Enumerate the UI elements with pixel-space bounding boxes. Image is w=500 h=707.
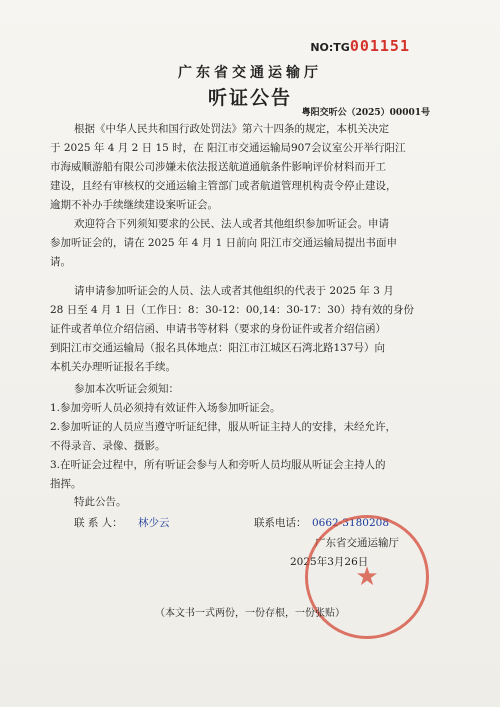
notice-item: 2.参加听证的人员应当遵守听证纪律，服从听证主持人的安排，未经允许，	[50, 421, 397, 433]
p3-line: 到阳江市交通运输局（报名具体地点：阳江市江城区石湾北路137号）向	[50, 342, 386, 354]
serial-number	[310, 37, 410, 55]
p1-line: 于 2025 年 4 月 2 日 15 时，在 阳江市交通运输局907会议室公开举行阳江	[50, 142, 406, 154]
phone-label: 联系电话：	[254, 517, 307, 529]
notice-heading: 参加本次听证会须知：	[74, 383, 179, 395]
contact-name: 林少云	[138, 517, 170, 529]
notice-item: 3.在听证会过程中，所有听证会参与人和旁听人员均服从听证会主持人的	[50, 459, 386, 471]
sign-agency: 广东省交通运输厅	[315, 537, 399, 549]
notice-item: 1.参加旁听人员必须持有效证件入场参加听证会。	[50, 402, 281, 414]
p1-line: 根据《中华人民共和国行政处罚法》第六十四条的规定，本机关决定	[74, 123, 389, 135]
p3-line: 本机关办理听证报名手续。	[50, 361, 176, 373]
serial-digits: 001151	[349, 37, 410, 55]
notice-item: 指挥。	[50, 478, 82, 490]
footer-note: （本文书一式两份，一份存根，一份张贴）	[155, 608, 345, 619]
agency-name: 广东省交通运输厅	[178, 65, 322, 81]
p3-line: 28 日至 4 月 1 日（工作日：8：30-12：00,14：30-17：30）持有效的身份	[50, 304, 415, 316]
p2-line: 欢迎符合下列须知要求的公民、法人或者其他组织参加听证会。申请	[74, 218, 389, 230]
notice-item: 不得录音、录像、摄影。	[50, 440, 166, 452]
p3-line: 请申请参加听证会的人员、法人或者其他组织的代表于 2025 年 3 月	[74, 285, 394, 297]
p3-line: 证件或者单位介绍信函、申请书等材料（要求的身份证件或者介绍信函）	[50, 323, 386, 335]
contact-label: 联 系 人：	[74, 517, 123, 529]
document-number: 粤阳交听公（2025）00001号	[301, 108, 430, 118]
contact-phone: 0662-3180208	[312, 517, 390, 529]
official-seal	[305, 515, 429, 639]
p1-line: 市海威顺游船有限公司涉嫌未依法报送航道通航条件影响评价材料而开工	[50, 161, 386, 173]
serial-prefix: NO:TG	[310, 41, 350, 54]
p1-line: 建设，且经有审核权的交通运输主管部门或者航道管理机构责令停止建设，	[50, 180, 397, 192]
p1-line: 逾期不补办手续继续建设案听证会。	[50, 199, 218, 211]
seal-star-icon: ★	[355, 562, 379, 592]
closing-text: 特此公告。	[74, 496, 127, 508]
sign-date: 2025年3月26日	[290, 556, 369, 568]
document-title: 听证公告	[207, 87, 292, 109]
p2-line: 参加听证会的，请在 2025 年 4 月 1 日前向 阳江市交通运输局提出书面申	[50, 237, 397, 249]
p2-line: 请。	[50, 256, 71, 268]
